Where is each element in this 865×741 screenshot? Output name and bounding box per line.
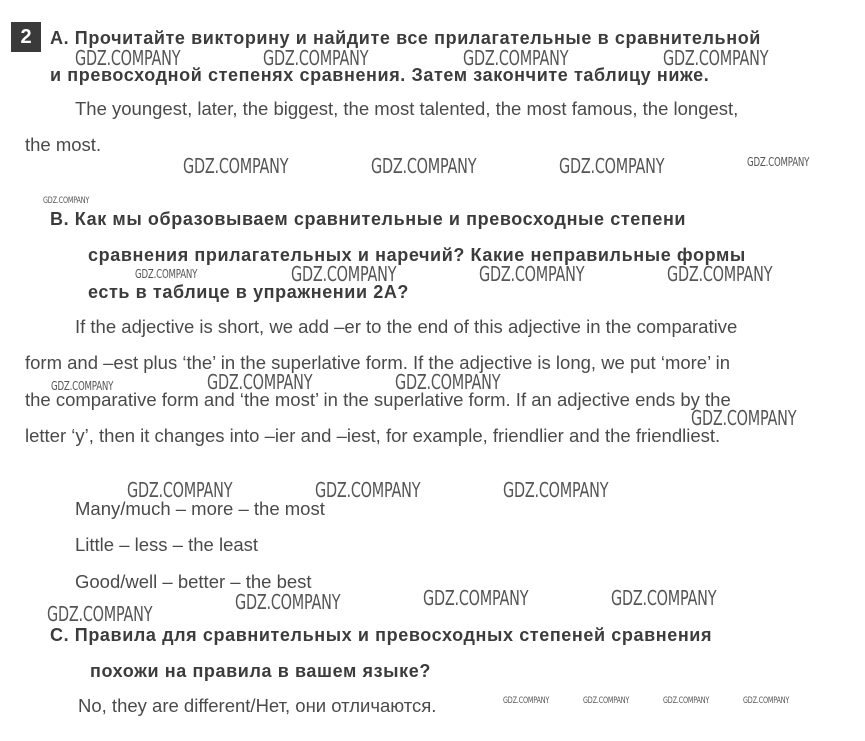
watermark: GDZ.COMPANY <box>127 478 233 502</box>
irregular-form-good: Good/well – better – the best <box>75 571 312 592</box>
exercise-number-badge: 2 <box>11 22 41 52</box>
watermark: GDZ.COMPANY <box>51 379 114 393</box>
watermark: GDZ.COMPANY <box>43 196 90 206</box>
watermark: GDZ.COMPANY <box>315 478 421 502</box>
watermark: GDZ.COMPANY <box>479 262 585 286</box>
section-b-question-line1: B. Как мы образовываем сравнительные и превосходные степени <box>50 209 687 229</box>
watermark: GDZ.COMPANY <box>663 46 769 70</box>
section-b-question-line3: есть в таблице в упражнении 2А? <box>88 282 410 302</box>
watermark: GDZ.COMPANY <box>663 696 710 706</box>
watermark: GDZ.COMPANY <box>583 696 630 706</box>
watermark: GDZ.COMPANY <box>747 155 810 169</box>
irregular-form-many: Many/much – more – the most <box>75 498 325 519</box>
watermark: GDZ.COMPANY <box>743 696 790 706</box>
section-a-question-line2: и превосходной степенях сравнения. Затем закончите таблицу ниже. <box>50 65 710 85</box>
watermark: GDZ.COMPANY <box>135 267 198 281</box>
watermark: GDZ.COMPANY <box>503 696 550 706</box>
watermark: GDZ.COMPANY <box>207 370 313 394</box>
watermark: GDZ.COMPANY <box>371 154 477 178</box>
section-c-question-line2: похожи на правила в вашем языке? <box>90 661 431 681</box>
watermark: GDZ.COMPANY <box>75 46 181 70</box>
watermark: GDZ.COMPANY <box>395 370 501 394</box>
section-b-answer-line1: If the adjective is short, we add –er to the end of this adjective in the comparative <box>75 316 738 337</box>
watermark: GDZ.COMPANY <box>463 46 569 70</box>
section-b-answer-line4: letter ‘y’, then it changes into –ier and –iest, for example, friendlier and the friendliest. <box>25 425 721 446</box>
section-c-answer: No, they are different/Нет, они отличаются. <box>78 695 437 716</box>
section-a-answer-line2: the most. <box>25 134 102 155</box>
watermark: GDZ.COMPANY <box>559 154 665 178</box>
section-a-question-line1: A. Прочитайте викторину и найдите все прилагательные в сравнительной <box>50 28 761 48</box>
section-b-question-line2: сравнения прилагательных и наречий? Какие неправильные формы <box>88 245 746 265</box>
section-a-answer-line1: The youngest, later, the biggest, the most talented, the most famous, the longest, <box>75 98 739 119</box>
watermark: GDZ.COMPANY <box>183 154 289 178</box>
watermark: GDZ.COMPANY <box>667 262 773 286</box>
watermark: GDZ.COMPANY <box>263 46 369 70</box>
section-b-answer-line3: the comparative form and ‘the most’ in the superlative form. If an adjective ends by the <box>25 389 731 410</box>
watermark: GDZ.COMPANY <box>291 262 397 286</box>
watermark: GDZ.COMPANY <box>47 602 153 626</box>
section-c-question-line1: C. Правила для сравнительных и превосходных степеней сравнения <box>50 625 713 645</box>
watermark: GDZ.COMPANY <box>503 478 609 502</box>
watermark: GDZ.COMPANY <box>423 586 529 610</box>
irregular-form-little: Little – less – the least <box>75 534 259 555</box>
watermark: GDZ.COMPANY <box>235 590 341 614</box>
watermark: GDZ.COMPANY <box>611 586 717 610</box>
section-b-answer-line2: form and –est plus ‘the’ in the superlative form. If the adjective is long, we put ‘more’ in <box>25 352 731 373</box>
watermark: GDZ.COMPANY <box>691 406 797 430</box>
